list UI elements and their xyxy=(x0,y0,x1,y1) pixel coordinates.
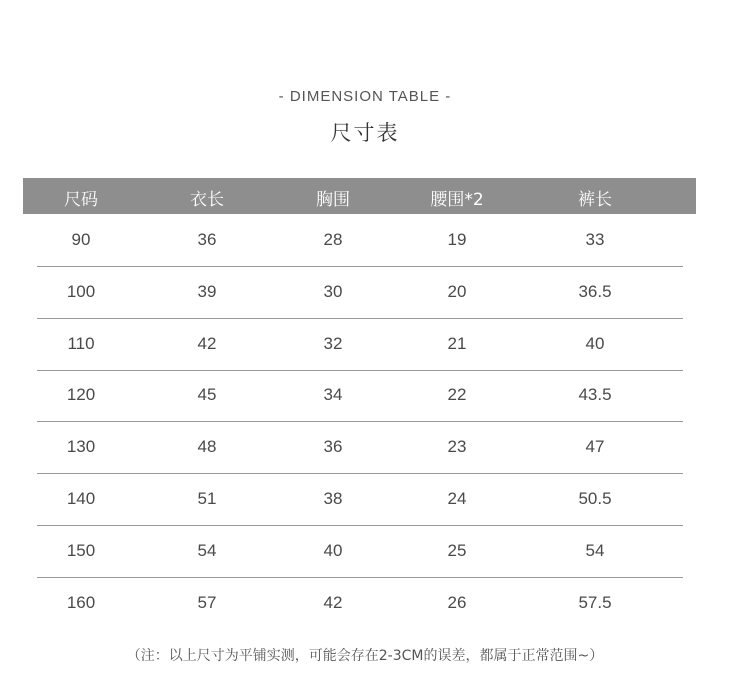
row-divider xyxy=(37,577,683,578)
table-cell: 38 xyxy=(323,489,343,508)
table-cell: 150 xyxy=(66,540,96,560)
table-cell: 40 xyxy=(323,540,343,560)
table-cell: 19 xyxy=(447,230,467,249)
table-cell: 51 xyxy=(197,489,217,508)
table-cell: 57 xyxy=(197,592,217,612)
table-cell: 42 xyxy=(197,333,217,353)
table-cell: 33 xyxy=(585,230,605,249)
table-cell: 24 xyxy=(447,489,467,508)
table-cell: 90 xyxy=(71,230,91,249)
table-cell: 32 xyxy=(323,333,343,353)
page-title: 尺寸表 xyxy=(330,121,400,145)
table-cell: 54 xyxy=(197,540,217,560)
table-cell: 30 xyxy=(323,281,343,301)
table-cell: 26 xyxy=(447,592,467,612)
table-cell: 48 xyxy=(197,437,217,457)
table-cell: 120 xyxy=(66,385,96,405)
table-cell: 140 xyxy=(66,489,96,508)
table-cell: 43.5 xyxy=(578,385,612,405)
header-chest: 胸围 xyxy=(316,190,350,210)
header-waist: 腰围*2 xyxy=(430,190,484,210)
table-cell: 45 xyxy=(197,385,217,405)
table-cell: 25 xyxy=(447,540,467,560)
table-cell: 28 xyxy=(323,230,343,249)
table-cell: 160 xyxy=(66,592,96,612)
table-cell: 36 xyxy=(197,230,217,249)
table-cell: 110 xyxy=(67,333,95,353)
table-cell: 34 xyxy=(323,385,343,405)
table-cell: 57.5 xyxy=(578,592,612,612)
table-cell: 36 xyxy=(323,437,343,457)
header-size: 尺码 xyxy=(64,190,98,210)
table-cell: 50.5 xyxy=(578,489,612,508)
table-cell: 100 xyxy=(66,281,96,301)
table-cell: 20 xyxy=(447,281,467,301)
row-divider xyxy=(37,318,683,319)
table-cell: 130 xyxy=(66,437,96,457)
table-cell: 39 xyxy=(197,281,217,301)
subtitle: - DIMENSION TABLE - xyxy=(278,88,452,105)
row-divider xyxy=(37,473,683,474)
table-cell: 21 xyxy=(447,333,467,353)
table-cell: 22 xyxy=(447,385,467,405)
table-cell: 54 xyxy=(585,540,605,560)
header-pants-length: 裤长 xyxy=(578,190,612,210)
table-cell: 47 xyxy=(585,437,605,457)
row-divider xyxy=(37,421,683,422)
header-length: 衣长 xyxy=(190,190,224,210)
table-cell: 40 xyxy=(585,333,605,353)
table-cell: 23 xyxy=(447,437,467,457)
footnote: （注：以上尺寸为平铺实测，可能会存在2-3CM的误差，都属于正常范围~） xyxy=(126,648,604,664)
row-divider xyxy=(37,266,683,267)
table-cell: 42 xyxy=(323,592,343,612)
row-divider xyxy=(37,525,683,526)
table-cell: 36.5 xyxy=(578,281,612,301)
row-divider xyxy=(37,370,683,371)
